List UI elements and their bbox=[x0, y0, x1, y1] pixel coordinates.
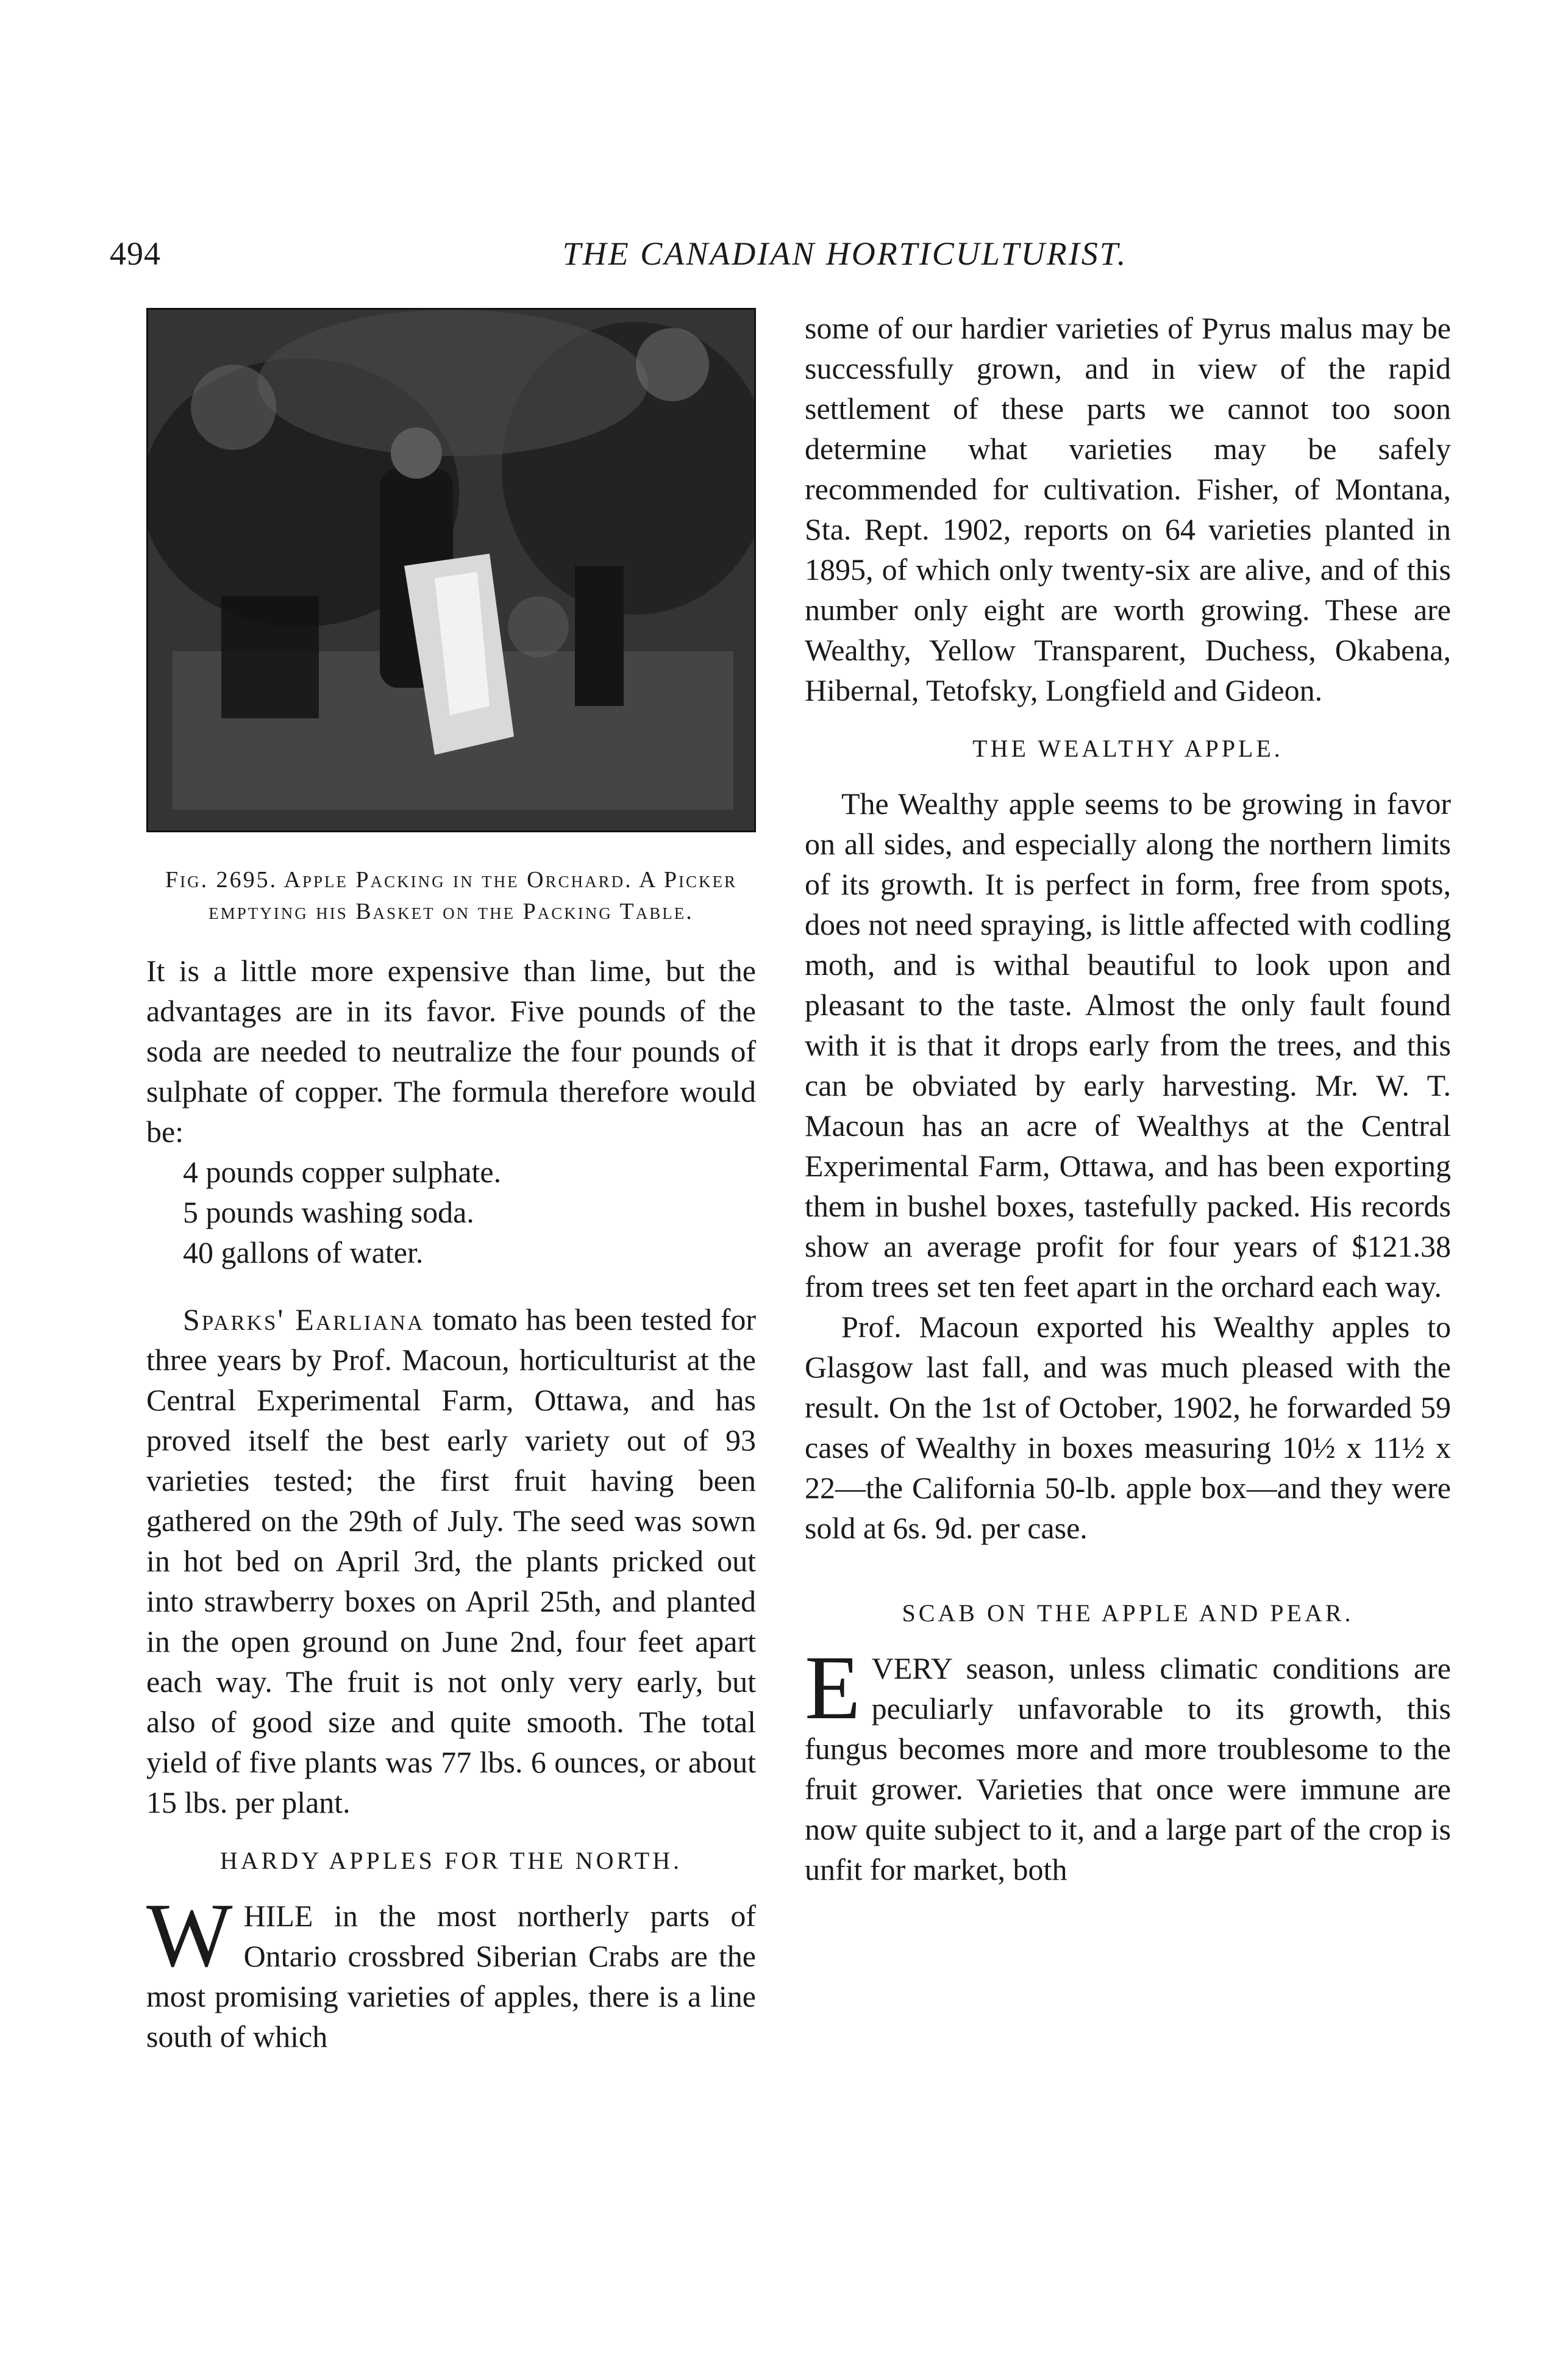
dropcap-e: E bbox=[805, 1637, 861, 1738]
formula-list bbox=[146, 1152, 756, 1273]
formula-item: 4 pounds copper sulphate. bbox=[183, 1155, 502, 1189]
figure-photo-apple-packing bbox=[146, 308, 756, 832]
sparks-lead: Sparks' Earliana bbox=[183, 1302, 425, 1337]
paragraph-continued: some of our hardier varieties of Pyrus malus may be successfully grown, and in view of the rapid settlement of these parts we cannot too soon determine what varieties may be safely recommended for cultivation. Fisher, of Montana, Sta. Rept. 1902, reports on 64 varieties planted in 1895, of which only twenty-six are alive, and of this number only eight are worth growing. These are Wealthy, Yellow Transparent, Duchess, Okabena, Hibernal, Tetofsky, Longfield and Gideon. bbox=[805, 311, 1451, 707]
paragraph-hardy-apples bbox=[146, 1885, 756, 2057]
formula-item: 40 gallons of water. bbox=[183, 1235, 424, 1269]
formula-item: 5 pounds washing soda. bbox=[183, 1195, 474, 1229]
paragraph-scab bbox=[805, 1637, 1451, 1890]
running-title: THE CANADIAN HORTICULTURIST. bbox=[562, 235, 1128, 272]
paragraph-soda: It is a little more expensive than lime, but the advantages are in its favor. Five pounds of the soda are needed to neutralize the four pounds of sulphate of copper. The formula therefore would be: bbox=[146, 954, 756, 1149]
page-number: 494 bbox=[110, 235, 161, 272]
sparks-text: tomato has been tested for three years by Prof. Macoun, horticulturist at the Central Experimental Farm, Ottawa, and has proved itself the best early variety out of 93 varieties tested; the first fruit having been gathered on the 29th of July. The seed was sown in hot bed on April 3rd, the plants pricked out into strawberry boxes on April 25th, and planted in the open ground on June 2nd, four feet apart each way. The fruit is not only very early, but also of good size and quite smooth. The total yield of five plants was 77 lbs. 6 ounces, or about 15 lbs. per plant. bbox=[146, 1302, 756, 1819]
scab-text: VERY season, unless climatic conditions are peculiarly unfavorable to its growth, this fungus becomes more and more troublesome to the fruit grower. Varieties that once were immune are now quite subject to it, and a large part of the crop is unfit for market, both bbox=[805, 1651, 1451, 1887]
hardy-text: HILE in the most northerly parts of Ontario crossbred Siberian Crabs are the most promising varieties of apples, there is a line south of which bbox=[146, 1899, 756, 2054]
heading-hardy-apples: HARDY APPLES FOR THE NORTH. bbox=[219, 1847, 683, 1874]
paragraph-sparks-earliana bbox=[146, 1299, 756, 1822]
heading-scab: SCAB ON THE APPLE AND PEAR. bbox=[902, 1599, 1354, 1627]
paragraph-wealthy-1: The Wealthy apple seems to be growing in favor on all sides, and especially along the northern limits of its growth. It is perfect in form, free from spots, does not need spraying, is little affected with codling moth, and is withal beautiful to look upon and pleasant to the taste. Almost the only fault found with it is that it drops early from the trees, and this can be obviated by early harvesting. Mr. W. T. Macoun has an acre of Wealthys at the Central Experimental Farm, Ottawa, and has been exporting them in bushel boxes, tastefully packed. His records show an average profit for four years of $121.38 from trees set ten feet apart in the orchard each way. bbox=[805, 787, 1451, 1304]
heading-wealthy-apple: THE WEALTHY APPLE. bbox=[972, 735, 1283, 762]
paragraph-wealthy-2: Prof. Macoun exported his Wealthy apples to Glasgow last fall, and was much pleased with the result. On the 1st of October, 1902, he forwarded 59 cases of Wealthy in boxes measuring 10½ x 11½ x 22—the California 50-lb. apple box—and they were sold at 6s. 9d. per case. bbox=[805, 1310, 1451, 1545]
figure-caption: Fig. 2695. Apple Packing in the Orchard. A Picker emptying his Basket on the Packing Table. bbox=[165, 867, 737, 924]
left-column bbox=[146, 308, 756, 2057]
dropcap-w: W bbox=[146, 1885, 233, 1986]
photo-illustration bbox=[148, 310, 754, 830]
right-column bbox=[805, 308, 1451, 1890]
